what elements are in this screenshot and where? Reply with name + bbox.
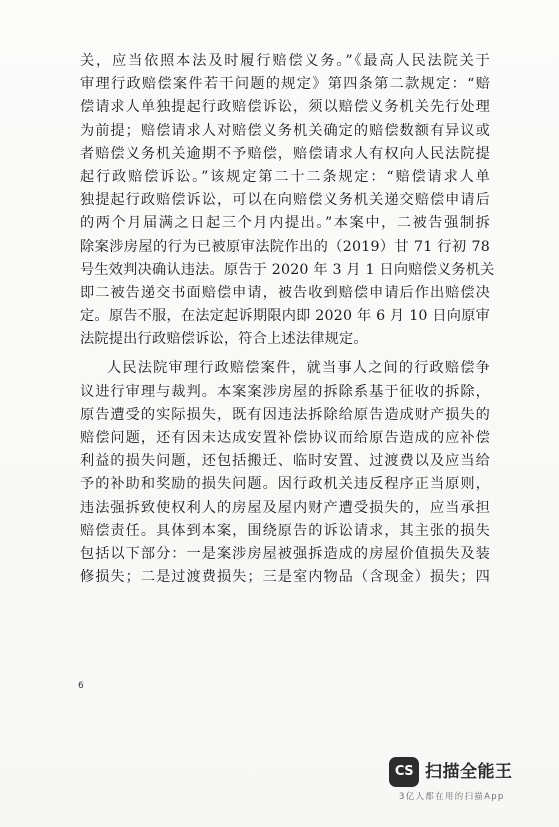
document-body [80, 50, 495, 589]
text-line: 除案涉房屋的行为已被原审法院作出的（2019）甘 71 行初 78 [80, 238, 490, 255]
text-line: 的两个月届满之日起三个月内提出。”本案中，二被告强制拆 [80, 215, 490, 232]
text-line: 偿请求人单独提起行政赔偿诉讼，须以赔偿义务机关先行处理 [80, 99, 490, 116]
text-line: 修损失；二是过渡费损失；三是室内物品（含现金）损失；四 [80, 569, 490, 586]
watermark-subtitle: 3亿人都在用的扫描App [399, 792, 505, 802]
watermark-title: 扫描全能王 [425, 762, 513, 782]
text-line: 赔偿责任。具体到本案，围绕原告的诉讼请求，其主张的损失 [80, 522, 490, 539]
text-line: 赔偿问题，还有因未达成安置补偿协议而给原告造成的应补偿 [80, 430, 490, 446]
text-line: 审理行政赔偿案件若干问题的规定》第四条第二款规定：“赔 [80, 76, 490, 93]
text-line: 定。原告不服，在法定起诉期限内即 2020 年 6 月 10 日向原审 [80, 308, 490, 325]
text-line: 原告遭受的实际损失，既有因违法拆除给原告造成财产损失的 [80, 406, 490, 423]
page-number: 6 [78, 681, 84, 691]
text-line: 法院提出行政赔偿诉讼，符合上述法律规定。 [80, 331, 368, 348]
text-line: 违法强拆致使权利人的房屋及屋内财产遭受损失的，应当承担 [80, 499, 490, 516]
text-line: 起行政赔偿诉讼。”该规定第二十二条规定：“赔偿请求人单 [80, 168, 490, 185]
text-line: 者赔偿义务机关逾期不予赔偿，赔偿请求人有权向人民法院提 [80, 145, 490, 162]
text-line: 独提起行政赔偿诉讼，可以在向赔偿义务机关递交赔偿申请后 [80, 192, 490, 209]
text-line: 为前提；赔偿请求人对赔偿义务机关确定的赔偿数额有异议或 [80, 122, 490, 139]
text-line: 利益的损失问题，还包括搬迁、临时安置、过渡费以及应当给 [80, 453, 490, 470]
text-line: 人民法院审理行政赔偿案件，就当事人之间的行政赔偿争 [107, 360, 490, 377]
text-line: 关，应当依照本法及时履行赔偿义务。”《最高人民法院关于 [80, 53, 490, 69]
text-line: 即二被告递交书面赔偿申请，被告收到赔偿申请后作出赔偿决 [80, 284, 490, 301]
text-line: 议进行审理与裁判。本案案涉房屋的拆除系基于征收的拆除， [80, 383, 490, 400]
text-line: 予的补助和奖励的损失问题。因行政机关违反程序正当原则， [80, 476, 490, 493]
camscanner-logo-icon: CS [389, 757, 419, 787]
text-line: 号生效判决确认违法。原告于 2020 年 3 月 1 日向赔偿义务机关 [80, 261, 495, 278]
scanner-watermark [389, 757, 543, 805]
text-line: 包括以下部分：一是案涉房屋被强拆造成的房屋价值损失及装 [80, 545, 490, 562]
